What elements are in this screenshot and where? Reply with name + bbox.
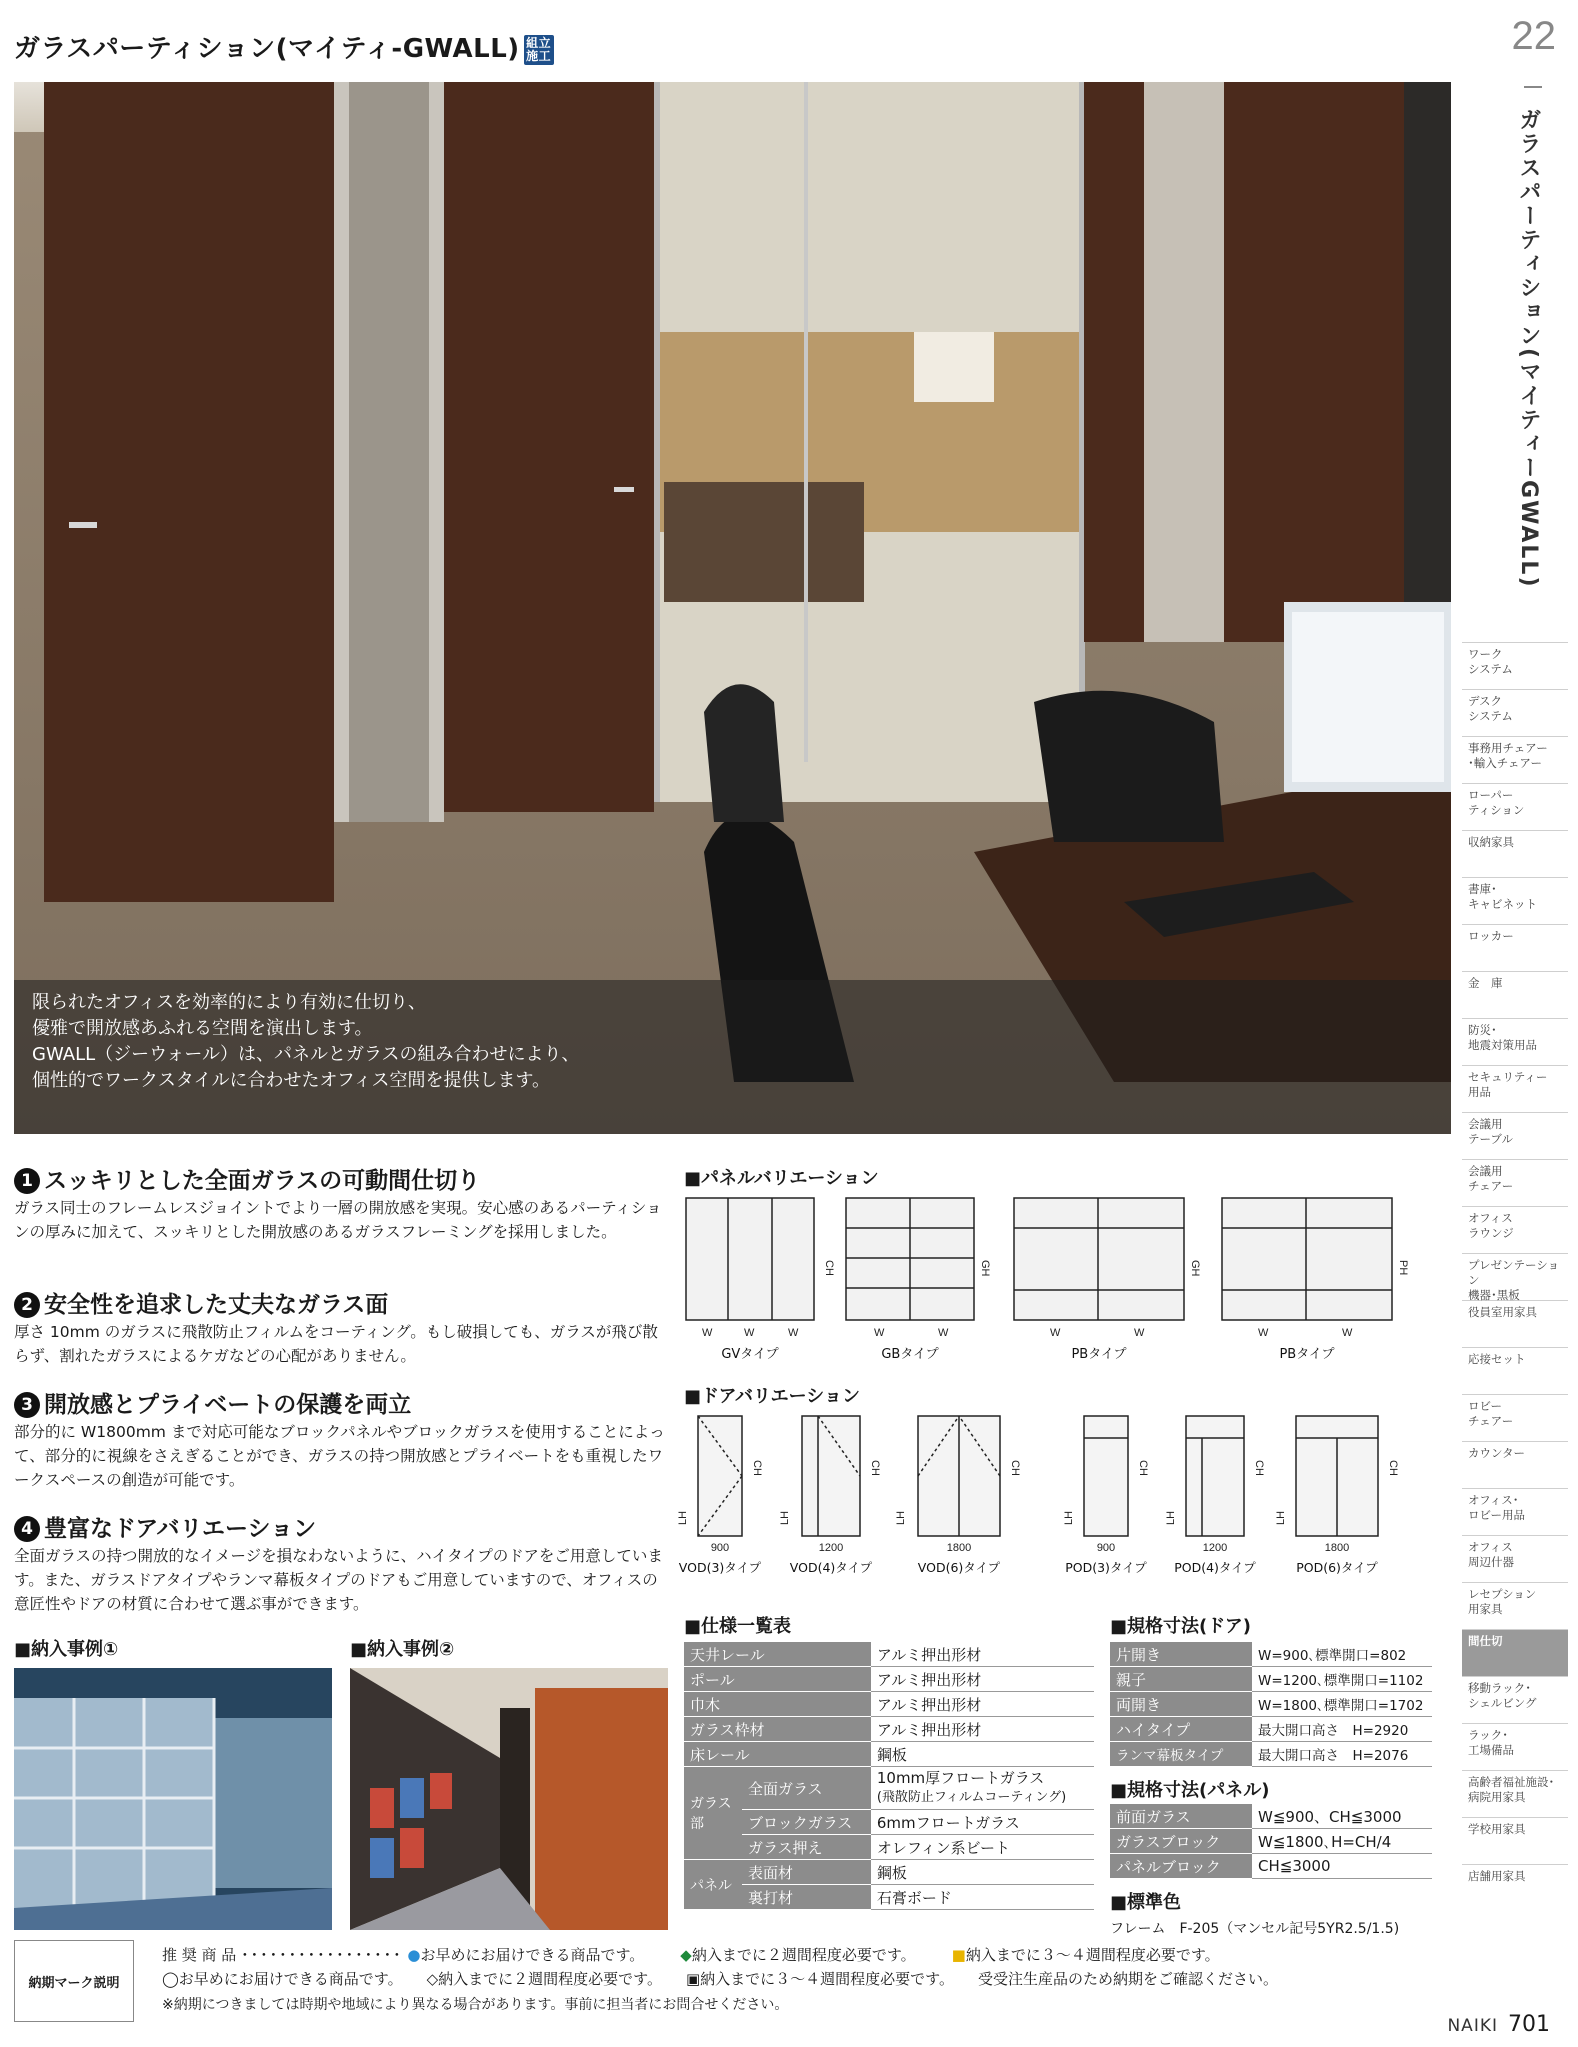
door-lh-label: LH [895, 1510, 907, 1526]
legend-text: 受注生産品のため納期をご確認ください。 [992, 1970, 1278, 1988]
legend-mark-icon: ■ [951, 1946, 966, 1964]
legend-item [686, 1970, 954, 1988]
panel-type-label: GVタイプ [721, 1347, 779, 1362]
dim-value: W=900､標準開口=802 [1252, 1642, 1432, 1667]
legend-text: 納入までに２週間程度必要です。 [691, 1946, 916, 1964]
panel-w-label: W [1342, 1327, 1353, 1339]
panel-w-label: W [744, 1327, 755, 1339]
spec-key: 巾木 [684, 1692, 871, 1717]
glass-partition-photo [14, 1668, 332, 1930]
legend-text: お早めにお届けできる商品です。 [420, 1946, 645, 1964]
hero-caption-line: GWALL（ジーウォール）は、パネルとガラスの組み合わせにより、 [32, 1044, 580, 1065]
chapter-divider [1524, 86, 1542, 88]
door-width-label: 1200 [1202, 1542, 1228, 1554]
feature-3-text: 部分的に W1800mm まで対応可能なブロックパネルやブロックガラスを使用することによって、部分的に視線をさえぎることができ、ガラスの持つ開放感とプライベートをも重視したワークスペースの創造が可能です。 [14, 1423, 665, 1489]
legend-item [162, 1970, 403, 1988]
legend-line-2 [162, 1968, 1302, 1990]
feature-number: 2 [14, 1292, 40, 1318]
feature-3-heading [14, 1386, 411, 1419]
spec-group: パネル [684, 1860, 742, 1910]
door-dims-heading: ■規格寸法(ドア) [1110, 1616, 1251, 1637]
sidebar-item[interactable]: 会議用 チェアー [1462, 1159, 1568, 1206]
panel-w-label: W [1258, 1327, 1269, 1339]
door-ch-label: CH [869, 1460, 881, 1476]
dim-row [1110, 1642, 1432, 1667]
spec-key: 床レール [684, 1742, 871, 1767]
spec-value: オレフィン系ビート [871, 1835, 1094, 1860]
door-variation-diagram [674, 1408, 1404, 1578]
feature-1-text: ガラス同士のフレームレスジョイントでより一層の開放感を実現。安心感のあるパーティションの厚みに加えて、スッキリとした開放感のあるガラスフレーミングを採用しました。 [14, 1199, 662, 1241]
spec-value: 6mmフロートガラス [871, 1810, 1094, 1835]
sidebar-item[interactable]: 金 庫 [1462, 971, 1568, 1018]
door-width-label: 900 [1096, 1542, 1116, 1554]
panel-w-label: W [788, 1327, 799, 1339]
spec-key: 全面ガラス [742, 1767, 871, 1810]
delivery-note: ※納期につきましては時期や地域により異なる場合があります。事前に担当者にお問合せください。 [162, 1997, 789, 2013]
door-ch-label: CH [1253, 1460, 1265, 1476]
dim-value: W=1200､標準開口=1102 [1252, 1667, 1432, 1692]
sidebar-item[interactable]: オフィス ラウンジ [1462, 1206, 1568, 1253]
spec-value: アルミ押出形材 [871, 1642, 1094, 1667]
spec-row [684, 1642, 1094, 1667]
panel-w-label: W [874, 1327, 885, 1339]
panel-w-label: W [1134, 1327, 1145, 1339]
page-number: 701 [1508, 2012, 1550, 2037]
door-ch-label: CH [1387, 1460, 1399, 1476]
panel-dims-table [1110, 1804, 1432, 1879]
spec-row [684, 1667, 1094, 1692]
hero-photo [14, 82, 1451, 1134]
example-1-heading: ■納入事例① [14, 1639, 119, 1660]
feature-title: 安全性を追求した丈夫なガラス面 [44, 1292, 389, 1318]
sidebar-item[interactable]: 事務用チェアー ･輸入チェアー [1462, 736, 1568, 783]
brand-logo: NAIKI [1447, 2016, 1498, 2036]
leader-dots: ･････････････････ [241, 1946, 403, 1964]
sidebar-item[interactable]: ラック･ 工場備品 [1462, 1723, 1568, 1770]
door-type-label: POD(6)タイプ [1296, 1560, 1378, 1575]
dim-row [1110, 1854, 1432, 1879]
dim-key: ランマ幕板タイプ [1110, 1742, 1252, 1767]
sidebar-item[interactable]: オフィス･ ロビー用品 [1462, 1488, 1568, 1535]
colored-panel-corridor-photo [350, 1668, 668, 1930]
example-2-photo [350, 1668, 668, 1930]
feature-title: スッキリとした全面ガラスの可動間仕切り [44, 1168, 481, 1194]
vertical-section-title: ガラスパーティション(マイティーGWALL) [1516, 108, 1541, 589]
sidebar-item[interactable]: 移動ラック･ シェルビング [1462, 1676, 1568, 1723]
legend-mark-icon: ◆ [680, 1946, 692, 1964]
panel-type-label: PBタイプ [1279, 1347, 1335, 1362]
dim-row [1110, 1667, 1432, 1692]
sidebar-item[interactable]: ロッカー [1462, 924, 1568, 971]
spec-row [684, 1717, 1094, 1742]
feature-1-heading [14, 1162, 480, 1195]
legend-item [407, 1946, 644, 1964]
dim-value: W≦900、CH≦3000 [1252, 1804, 1432, 1829]
spec-key: ガラス押え [742, 1835, 871, 1860]
door-width-label: 1800 [1324, 1542, 1350, 1554]
door-type-label: POD(3)タイプ [1065, 1560, 1147, 1575]
sidebar-item[interactable]: ローパー ティション [1462, 783, 1568, 830]
panel-type-label: PBタイプ [1071, 1347, 1127, 1362]
sidebar-item[interactable]: カウンター [1462, 1441, 1568, 1488]
dim-key: パネルブロック [1110, 1854, 1252, 1879]
dim-key: 前面ガラス [1110, 1804, 1252, 1829]
door-lh-label: LH [677, 1510, 689, 1526]
legend-mark-icon: ▣ [685, 1970, 701, 1988]
feature-number: 1 [14, 1168, 40, 1194]
door-lh-label: LH [1063, 1510, 1075, 1526]
spec-value [871, 1767, 1094, 1810]
spec-value: アルミ押出形材 [871, 1692, 1094, 1717]
door-ch-label: CH [1009, 1460, 1021, 1476]
spec-group: ガラス部 [684, 1767, 742, 1860]
page-title [14, 28, 554, 65]
dim-row [1110, 1804, 1432, 1829]
dim-value: 最大開口高さ H=2920 [1252, 1717, 1432, 1742]
delivery-legend-title: 納期マーク説明 [14, 1940, 134, 2022]
legend-item [952, 1946, 1220, 1964]
door-width-label: 900 [710, 1542, 730, 1554]
sidebar-item[interactable]: 高齢者福祉施設･ 病院用家具 [1462, 1770, 1568, 1817]
dim-key: 親子 [1110, 1667, 1252, 1692]
spec-value: アルミ押出形材 [871, 1717, 1094, 1742]
door-type-label: VOD(4)タイプ [789, 1560, 873, 1575]
feature-2-text: 厚さ 10mm のガラスに飛散防止フィルムをコーティング。もし破損しても、ガラスが飛び散らず、割れたガラスによるケガなどの心配がありません。 [14, 1323, 658, 1365]
door-ch-label: CH [1137, 1460, 1149, 1476]
sidebar-item[interactable]: セキュリティー 用品 [1462, 1065, 1568, 1112]
dim-row [1110, 1829, 1432, 1854]
door-width-label: 1200 [818, 1542, 844, 1554]
sidebar-item[interactable]: デスク システム [1462, 689, 1568, 736]
panel-w-label: W [702, 1327, 713, 1339]
spec-row [684, 1885, 1094, 1910]
spec-heading: ■仕様一覧表 [684, 1616, 792, 1637]
spec-row [684, 1742, 1094, 1767]
dim-row [1110, 1692, 1432, 1717]
panel-type-label: GBタイプ [881, 1347, 939, 1362]
sidebar-item[interactable]: 収納家具 [1462, 830, 1568, 877]
panel-ch-label: CH [823, 1260, 835, 1276]
door-type-label: VOD(6)タイプ [917, 1560, 1001, 1575]
feature-number: 4 [14, 1516, 40, 1542]
feature-title: 豊富なドアバリエーション [44, 1516, 317, 1542]
feature-2-heading [14, 1286, 388, 1319]
panel-gh-label: GH [979, 1260, 991, 1277]
panel-ph-label: PH [1397, 1260, 1409, 1276]
dim-key: ハイタイプ [1110, 1717, 1252, 1742]
spec-value-note: (飛散防止フィルムコーティング) [876, 1790, 1067, 1805]
spec-key: 天井レール [684, 1642, 871, 1667]
spec-row [684, 1692, 1094, 1717]
dim-row [1110, 1742, 1432, 1767]
spec-value: 石膏ボード [871, 1885, 1094, 1910]
legend-mark-icon: 受 [977, 1970, 993, 1988]
door-lh-label: LH [1275, 1510, 1287, 1526]
spec-value-main: 10mm厚フロートガラス [876, 1769, 1045, 1787]
panel-w-label: W [1050, 1327, 1061, 1339]
legend-mark-icon: ◇ [426, 1970, 439, 1988]
sidebar-item[interactable]: 役員室用家具 [1462, 1300, 1568, 1347]
door-variation-heading: ■ドアバリエーション [684, 1386, 860, 1407]
door-width-label: 1800 [946, 1542, 972, 1554]
legend-item [978, 1970, 1278, 1988]
spec-key: 表面材 [742, 1860, 871, 1885]
spec-row [684, 1810, 1094, 1835]
legend-mark-icon: ◯ [162, 1970, 179, 1988]
office-scene-illustration [14, 82, 1451, 1134]
sidebar-item[interactable]: 間仕切 [1462, 1629, 1568, 1676]
door-ch-label: CH [751, 1460, 763, 1476]
spec-row [684, 1860, 1094, 1885]
door-type-label: POD(4)タイプ [1174, 1560, 1256, 1575]
legend-text: 納入までに３～４週間程度必要です。 [700, 1970, 954, 1988]
sidebar-item[interactable]: 防災･ 地震対策用品 [1462, 1018, 1568, 1065]
panel-variation-diagram [684, 1190, 1424, 1370]
sidebar-item[interactable]: 応接セット [1462, 1347, 1568, 1394]
panel-dims-heading: ■規格寸法(パネル) [1110, 1780, 1270, 1801]
page-title-text: ガラスパーティション(マイティ-GWALL) [14, 34, 520, 64]
spec-value: アルミ押出形材 [871, 1667, 1094, 1692]
legend-recommended-marks [407, 1946, 1255, 1964]
feature-title: 開放感とプライベートの保護を両立 [44, 1392, 412, 1418]
legend-text: 納入までに３～４週間程度必要です。 [965, 1946, 1220, 1964]
dim-value: W=1800､標準開口=1702 [1252, 1692, 1432, 1717]
door-lh-label: LH [1165, 1510, 1177, 1526]
standard-color-text: フレーム F-205（マンセル記号5YR2.5/1.5) [1110, 1921, 1400, 1937]
sidebar-item[interactable]: ワーク システム [1462, 642, 1568, 689]
dim-key: 両開き [1110, 1692, 1252, 1717]
panel-w-label: W [938, 1327, 949, 1339]
sidebar-item[interactable]: 書庫･ キャビネット [1462, 877, 1568, 924]
sidebar-item[interactable]: レセプション 用家具 [1462, 1582, 1568, 1629]
feature-4-text: 全面ガラスの持つ開放的なイメージを損なわないように、ハイタイプのドアをご用意しています。また、ガラスドアタイプやランマ幕板タイプのドアもご用意していますので、オフィスの意匠性やドアの材質に合わせて選ぶ事ができます。 [14, 1547, 663, 1613]
sidebar-item[interactable]: 会議用 テーブル [1462, 1112, 1568, 1159]
sidebar-item[interactable]: 店舗用家具 [1462, 1864, 1568, 1911]
sidebar-item[interactable]: 学校用家具 [1462, 1817, 1568, 1864]
hero-caption [14, 980, 1451, 1134]
dim-key: ガラスブロック [1110, 1829, 1252, 1854]
dim-key: 片開き [1110, 1642, 1252, 1667]
spec-key: 裏打材 [742, 1885, 871, 1910]
legend-text: お早めにお届けできる商品です。 [178, 1970, 403, 1988]
spec-value: 鋼板 [871, 1860, 1094, 1885]
spec-key: ガラス枠材 [684, 1717, 871, 1742]
dim-row [1110, 1717, 1432, 1742]
panel-gh-label: GH [1189, 1260, 1201, 1277]
legend-item [427, 1970, 662, 1988]
dim-value: W≦1800､H=CH/4 [1252, 1829, 1432, 1854]
sidebar-item[interactable]: プレゼンテーション 機器･黒板 [1462, 1253, 1568, 1300]
dim-value: CH≦3000 [1252, 1854, 1432, 1879]
sidebar-item[interactable]: オフィス 周辺什器 [1462, 1535, 1568, 1582]
chapter-number: 22 [1511, 14, 1556, 58]
feature-4-heading [14, 1510, 316, 1543]
example-1-photo [14, 1668, 332, 1930]
door-lh-label: LH [779, 1510, 791, 1526]
spec-row [684, 1767, 1094, 1810]
standard-color-heading: ■標準色 [1110, 1892, 1182, 1913]
spec-table [684, 1642, 1094, 1910]
category-sidebar [1462, 642, 1568, 1911]
dim-value: 最大開口高さ H=2076 [1252, 1742, 1432, 1767]
legend-item [680, 1946, 915, 1964]
panel-variation-heading: ■パネルバリエーション [684, 1168, 879, 1189]
spec-value: 鋼板 [871, 1742, 1094, 1767]
hero-caption-line: 限られたオフィスを効率的により有効に仕切り、 [32, 992, 427, 1013]
spec-key: ブロックガラス [742, 1810, 871, 1835]
sidebar-item[interactable]: ロビー チェアー [1462, 1394, 1568, 1441]
example-2-heading: ■納入事例② [350, 1639, 455, 1660]
legend-line-1 [162, 1944, 1256, 1966]
legend-text: 納入までに２週間程度必要です。 [438, 1970, 662, 1988]
feature-number: 3 [14, 1392, 40, 1418]
hero-caption-line: 優雅で開放感あふれる空間を演出します。 [32, 1018, 373, 1039]
door-dims-table [1110, 1642, 1432, 1767]
recommended-label: 推 奨 商 品 [162, 1946, 237, 1964]
door-type-label: VOD(3)タイプ [678, 1560, 762, 1575]
spec-key: ポール [684, 1667, 871, 1692]
spec-row [684, 1835, 1094, 1860]
assembly-badge: 組立施工 [524, 35, 554, 65]
legend-mark-icon: ● [407, 1946, 421, 1964]
hero-caption-line: 個性的でワークスタイルに合わせたオフィス空間を提供します。 [32, 1070, 551, 1091]
